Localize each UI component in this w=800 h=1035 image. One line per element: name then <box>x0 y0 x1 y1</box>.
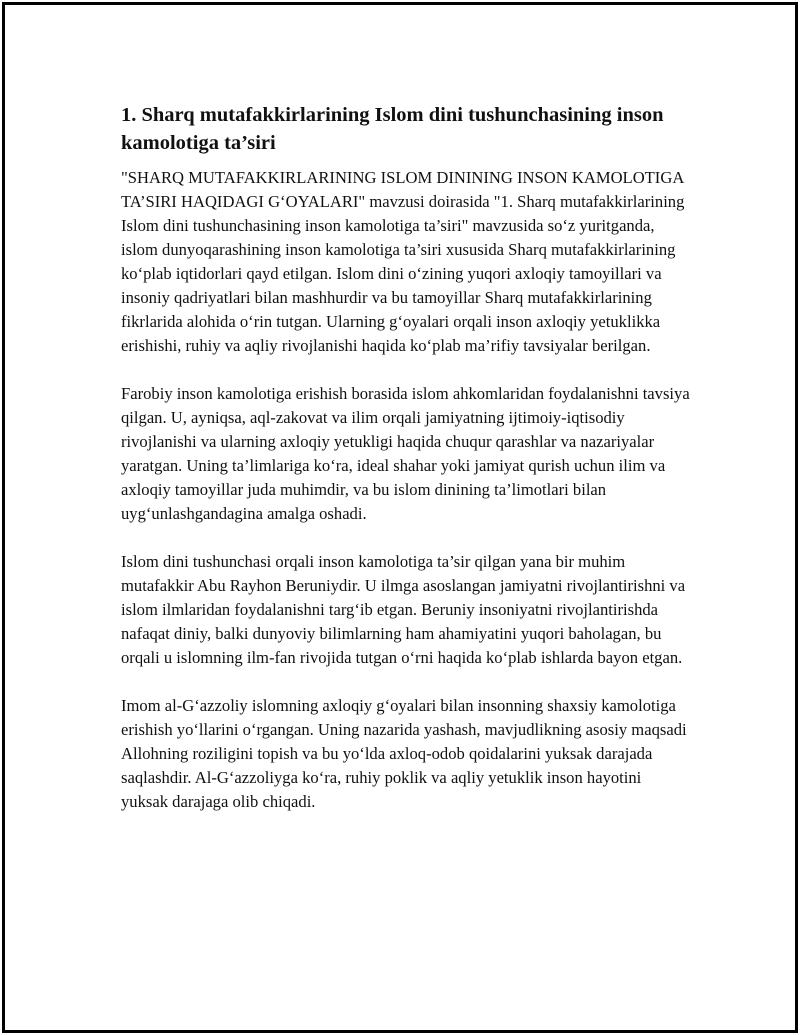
section-heading: 1. Sharq mutafakkirlarining Islom dini tushunchasining inson kamolotiga ta’siri <box>121 104 664 154</box>
paragraph-gazzoliy: Imom al-G‘azzoliy islomning axloqiy g‘oyalari bilan insonning shaxsiy kamolotiga erishish yo‘llarini o‘rgangan. Uning nazarida yashash, mavjudlikning asosiy maqsadi Allohning roziligini topish va bu yo‘lda axloq-odob qoidalarini yuksak darajada saqlashdir. Al-G‘azzoliyga ko‘ra, ruhiy poklik va aqliy yetuklik inson hayotini yuksak darajaga olib chiqadi. <box>121 696 687 811</box>
page-frame <box>2 2 798 1033</box>
paragraph-beruniy: Islom dini tushunchasi orqali inson kamolotiga ta’sir qilgan yana bir muhim mutafakkir Abu Rayhon Beruniydir. U ilmga asoslangan jamiyatni rivojlantirishni va islom ilmlaridan foydalanishni targ‘ib etgan. Beruniy insoniyatni rivojlantirishda nafaqat diniy, balki dunyoviy bilimlarning ham ahamiyatini yuqori baholagan, bu orqali u islomning ilm-fan rivojida tutgan o‘rni haqida ko‘plab ishlarda bayon etgan. <box>121 552 686 667</box>
document-body <box>121 101 691 838</box>
paragraph-intro: "SHARQ MUTAFAKKIRLARINING ISLOM DININING INSON KAMOLOTIGA TA’SIRI HAQIDAGI G‘OYALARI" mavzusi doirasida "1. Sharq mutafakkirlarining Islom dini tushunchasining inson kamolotiga ta’siri" mavzusida so‘z yuritganda, islom dunyoqarashining inson kamolotiga ta’siri xususida Sharq mutafakkirlarining ko‘plab iqtidorlari qayd etilgan. Islom dini o‘zining yuqori axloqiy tamoyillari va insoniy qadriyatlari bilan mashhurdir va bu tamoyillar Sharq mutafakkirlarining fikrlarida alohida o‘rin tutgan. Ularning g‘oyalari orqali inson axloqiy yetuklikka erishishi, ruhiy va aqliy rivojlanishi haqida ko‘plab ma’rifiy tavsiyalar berilgan. <box>121 168 685 355</box>
paragraph-farobiy: Farobiy inson kamolotiga erishish borasida islom ahkomlaridan foydalanishni tavsiya qilgan. U, ayniqsa, aql-zakovat va ilim orqali jamiyatning ijtimoiy-iqtisodiy rivojlanishi va ularning axloqiy yetukligi haqida chuqur qarashlar va nazariyalar yaratgan. Uning ta’limlariga ko‘ra, ideal shahar yoki jamiyat qurish uchun ilim va axloqiy tamoyillar juda muhimdir, va bu islom dinining ta’limotlari bilan uyg‘unlashgandagina amalga oshadi. <box>121 384 690 523</box>
